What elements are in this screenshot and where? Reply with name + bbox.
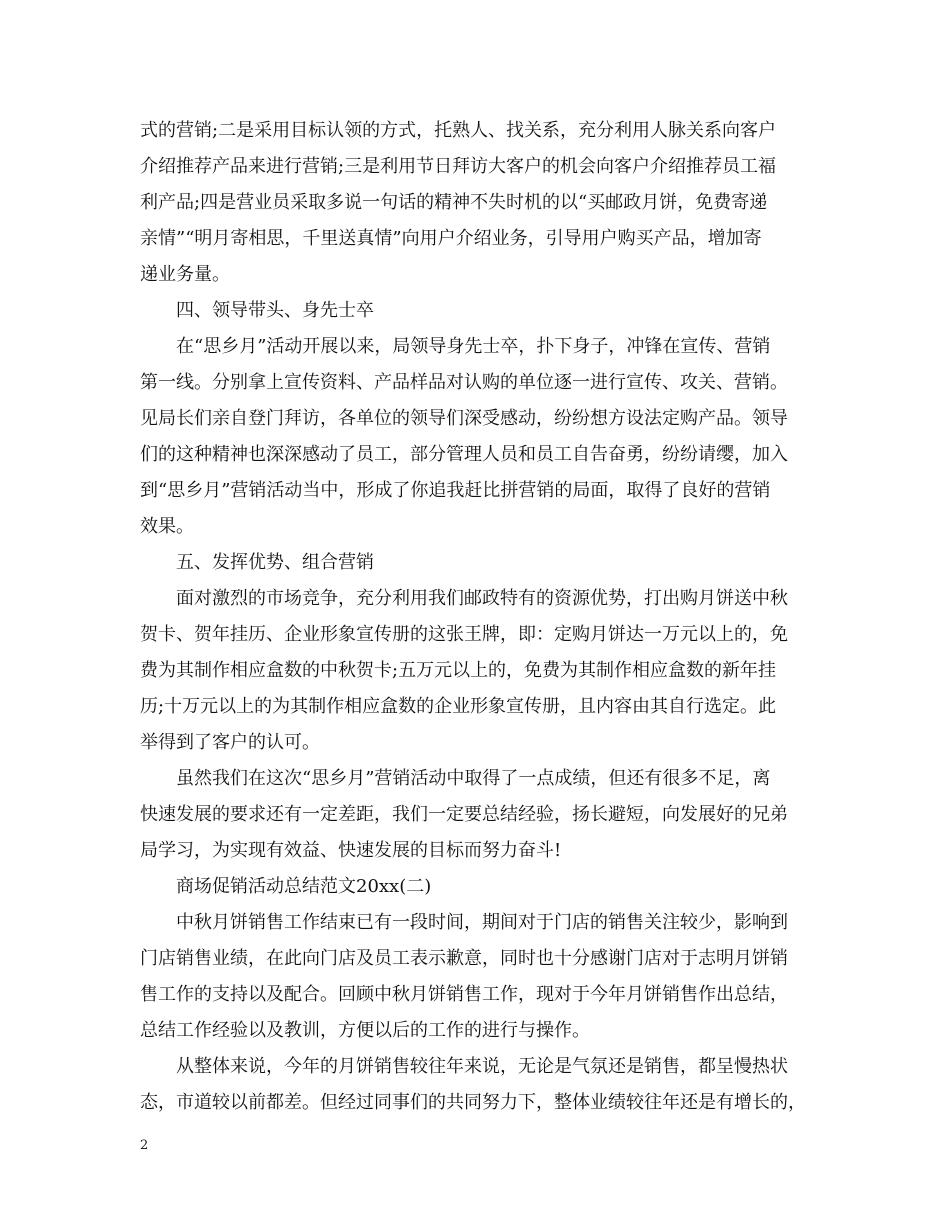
text-line: 态，市道较以前都差。但经过同事们的共同努力下，整体业绩较往年还是有增长的， xyxy=(140,1092,806,1113)
text-line: 中秋月饼销售工作结束已有一段时间，期间对于门店的销售关注较少，影响到 xyxy=(176,912,788,933)
text-line: 快速发展的要求还有一定差距，我们一定要总结经验，扬长避短，向发展好的兄弟 xyxy=(140,804,788,825)
text-line: 虽然我们在这次“思乡月”营销活动中取得了一点成绩，但还有很多不足，离 xyxy=(176,768,771,789)
text-line: 递业务量。 xyxy=(140,264,230,285)
text-line: 贺卡、贺年挂历、企业形象宣传册的这张王牌，即：定购月饼达一万元以上的，免 xyxy=(140,624,788,645)
section-heading: 四、领导带头、身先士卒 xyxy=(176,300,374,321)
page-number: 2 xyxy=(140,1138,149,1153)
text-line: 介绍推荐产品来进行营销;三是利用节日拜访大客户的机会向客户介绍推荐员工福 xyxy=(140,156,777,177)
document-body xyxy=(140,113,810,1121)
section-heading: 五、发挥优势、组合营销 xyxy=(176,552,374,573)
text-line: 在“思乡月”活动开展以来，局领导身先士卒，扑下身子，冲锋在宣传、营销 xyxy=(176,336,771,357)
text-line: 式的营销;二是采用目标认领的方式，托熟人、找关系，充分利用人脉关系向客户 xyxy=(140,120,777,141)
text-line: 局学习，为实现有效益、快速发展的目标而努力奋斗! xyxy=(140,840,562,861)
text-line: 总结工作经验以及教训，方便以后的工作的进行与操作。 xyxy=(140,1020,590,1041)
text-line: 售工作的支持以及配合。回顾中秋月饼销售工作，现对于今年月饼销售作出总结， xyxy=(140,984,788,1005)
text-line: 历;十万元以上的为其制作相应盒数的企业形象宣传册，且内容由其自行选定。此 xyxy=(140,696,777,717)
text-line: 费为其制作相应盒数的中秋贺卡;五万元以上的，免费为其制作相应盒数的新年挂 xyxy=(140,660,777,681)
text-line: 举得到了客户的认可。 xyxy=(140,732,320,753)
text-line: 见局长们亲自登门拜访，各单位的领导们深受感动，纷纷想方设法定购产品。领导 xyxy=(140,408,788,429)
text-line: 从整体来说，今年的月饼销售较往年来说，无论是气氛还是销售，都呈慢热状 xyxy=(176,1056,788,1077)
text-line: 门店销售业绩，在此向门店及员工表示歉意，同时也十分感谢门店对于志明月饼销 xyxy=(140,948,788,969)
text-line: 效果。 xyxy=(140,516,194,537)
text-line: 面对激烈的市场竞争，充分利用我们邮政特有的资源优势，打出购月饼送中秋 xyxy=(176,588,788,609)
text-line: 亲情”“明月寄相思，千里送真情”向用户介绍业务，引导用户购买产品，增加寄 xyxy=(140,228,762,249)
text-line: 第一线。分别拿上宣传资料、产品样品对认购的单位逐一进行宣传、攻关、营销。 xyxy=(140,372,788,393)
section-heading: 商场促销活动总结范文20xx(二) xyxy=(176,876,432,897)
text-line: 们的这种精神也深深感动了员工，部分管理人员和员工自告奋勇，纷纷请缨，加入 xyxy=(140,444,788,465)
text-line: 到“思乡月”营销活动当中，形成了你追我赶比拼营销的局面，取得了良好的营销 xyxy=(140,480,771,501)
text-line: 利产品;四是营业员采取多说一句话的精神不失时机的以“买邮政月饼，免费寄递 xyxy=(140,192,768,213)
